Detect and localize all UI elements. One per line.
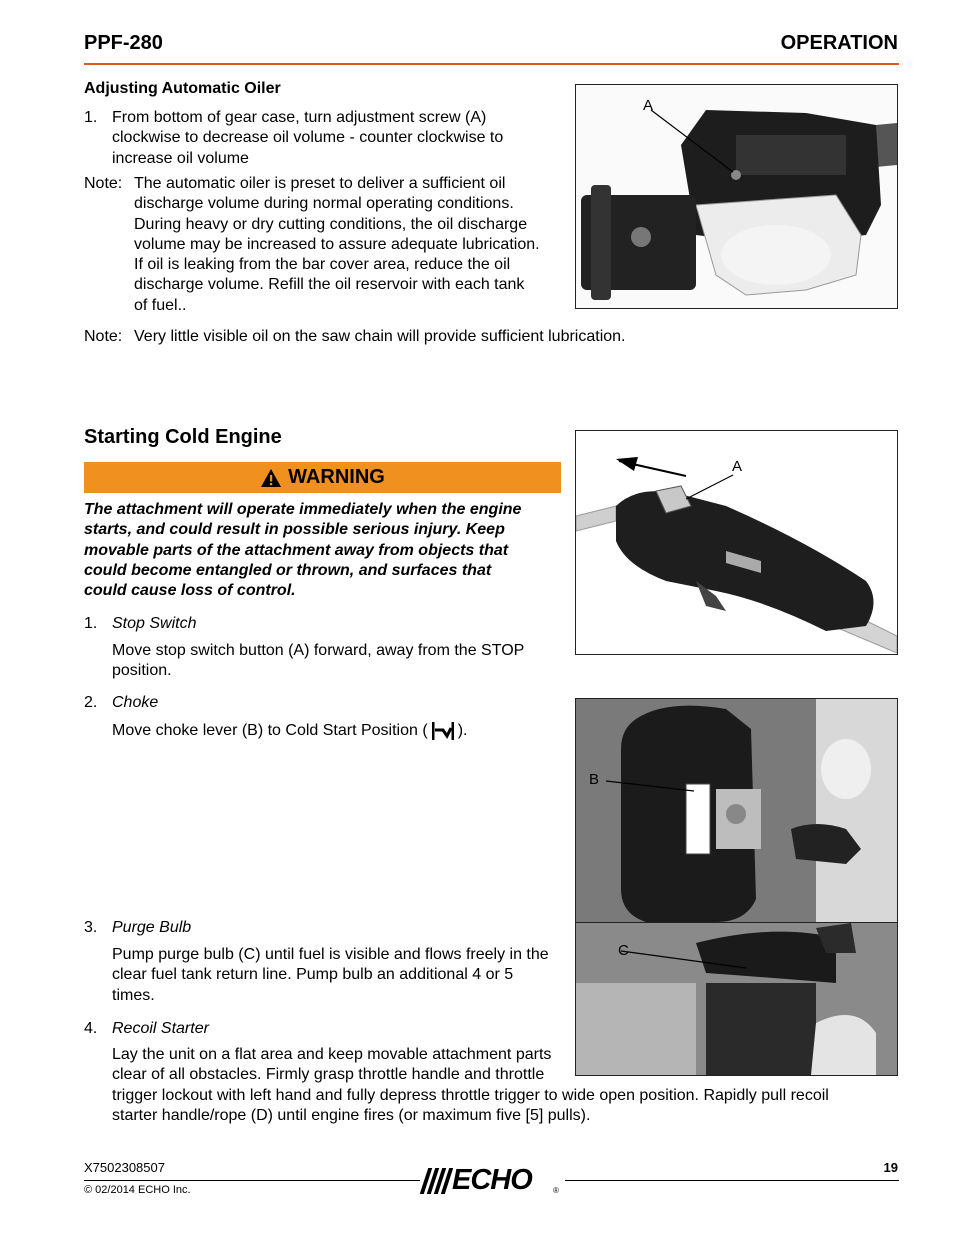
oiler-note-label: Note: [84,175,123,192]
step-1-text: Move stop switch button (A) forward, away from the STOP position. [112,642,525,680]
step-4-title: Recoil Starter [112,1020,209,1037]
warning-text: The attachment will operate immediately when the engine starts, and could result in possible serious injury. Keep movable parts of the attachment away from objects that could become entangled or thrown, and surfaces that could cause loss of control. [84,501,522,600]
step-3-text: Pump purge bulb (C) until fuel is visible and flows freely in the clear fuel tank return line. Pump bulb an additional 4 or 5 times. [112,946,549,1004]
choke-lever-photo [575,698,898,923]
step-4-number: 4. [84,1020,98,1037]
oiler-step-text: From bottom of gear case, turn adjustment screw (A) clockwise to decrease oil volume - counter clockwise to increase oil volume [112,109,504,167]
purge-bulb-photo [575,922,898,1076]
step-3-title: Purge Bulb [112,919,192,936]
warning-icon [260,468,282,488]
section-title: OPERATION [780,32,898,54]
step-2-number: 2. [84,694,98,711]
step-3-number: 3. [84,919,98,936]
step-4-text: Lay the unit on a flat area and keep movable attachment parts clear of all obstacles. Firmly grasp throttle handle and throttle trigger lockout with left hand and fully depress throttle trigger to wide open position. Rapidly pull recoil starter handle/rope (D) until engine fires (or maximum five [5] pulls). [112,1046,829,1124]
registered-mark: ® [553,1186,559,1195]
logo-stripes [422,1168,452,1194]
photo-label-a-handle: A [732,458,743,475]
oiler-heading: Adjusting Automatic Oiler [84,80,281,97]
copyright: © 02/2014 ECHO Inc. [84,1184,191,1196]
throttle-handle-photo [575,430,898,655]
model-title: PPF-280 [84,32,163,54]
cold-start-heading: Starting Cold Engine [84,426,282,448]
step-2-title: Choke [112,694,159,711]
gear-case-photo [575,84,898,309]
photo-label-b: B [589,771,600,788]
oiler-note2-text: Very little visible oil on the saw chain will provide sufficient lubrication. [134,328,626,345]
footer-rule-left [84,1180,420,1181]
warning-label: WARNING [288,466,385,488]
cold-start-choke-icon [431,720,455,742]
part-number: X7502308507 [84,1160,165,1175]
step-1-number: 1. [84,615,98,632]
logo-text: ECHO [452,1164,532,1196]
photo-label-c: C [618,942,629,959]
echo-logo [420,1166,565,1200]
oiler-note-text: The automatic oiler is preset to deliver a sufficient oil discharge volume during normal operating conditions. During heavy or dry cutting conditions, the oil discharge volume may be increased to assure adequate lubrication. If oil is leaking from the bar cover area, reduce the oil discharge volume. Refill the oil reservoir with each tank of fuel.. [134,175,540,314]
step-1-title: Stop Switch [112,615,197,632]
header-rule [84,63,899,65]
photo-label-a: A [643,97,654,114]
footer-rule-right [565,1180,899,1181]
page-number: 19 [883,1160,898,1175]
oiler-step-number: 1. [84,109,98,126]
warning-banner [84,462,561,493]
oiler-note2-label: Note: [84,328,123,345]
step-2-text: Move choke lever (B) to Cold Start Position ( ). [112,720,467,742]
